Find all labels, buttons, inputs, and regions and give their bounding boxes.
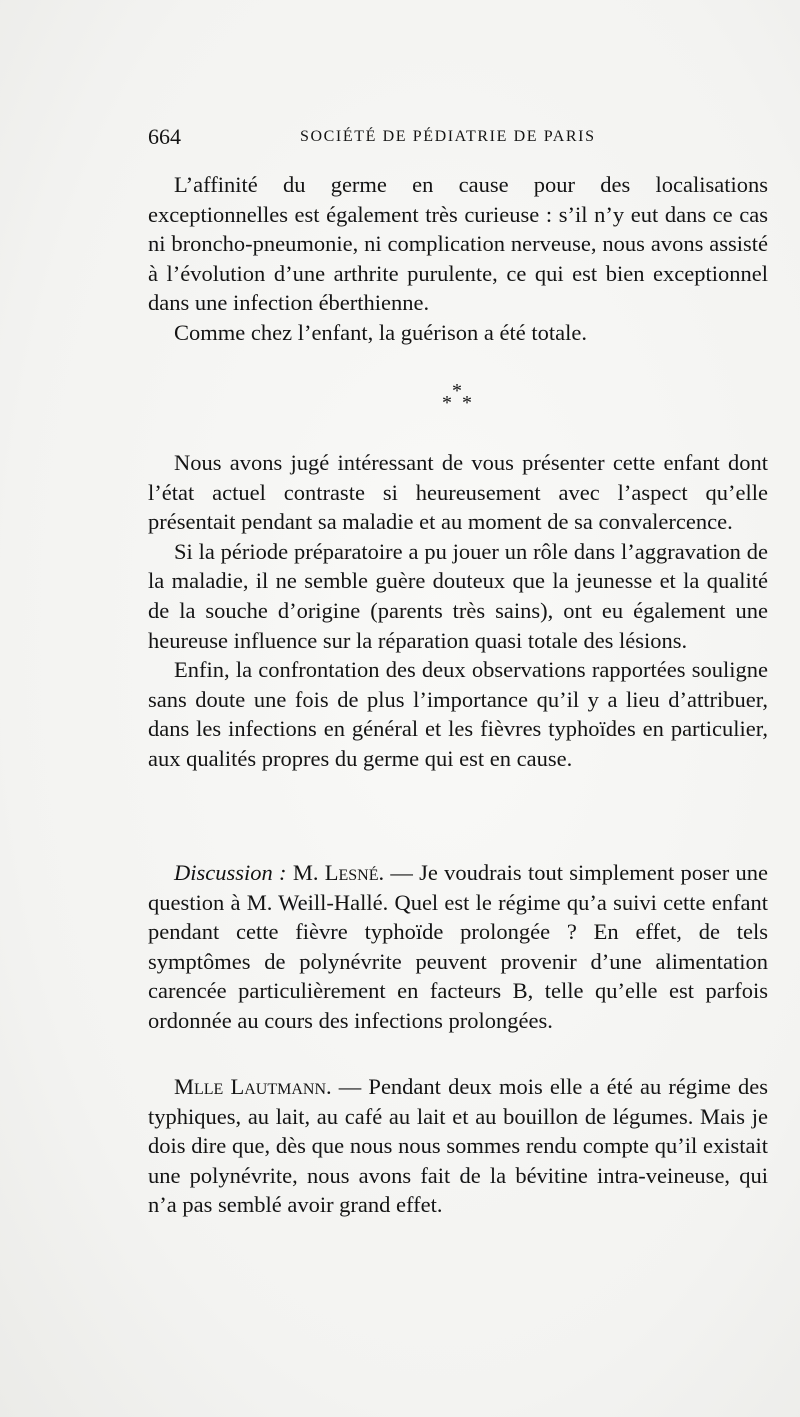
paragraph-recovery: Comme chez l’enfant, la guérison a été totale. bbox=[174, 319, 587, 345]
reply-text: — Pendant deux mois elle a été au régime des typhiques, au lait, au café au lait et au bouillon de légumes. Mais je dois dire que, dès que nous nous sommes rendu compte qu’il existait une polynévrite, nous avons fait de la bévitine intra-veineuse, qui n’a pas semblé avoir grand effet. bbox=[148, 1074, 768, 1218]
paragraph-confrontation: Enfin, la confrontation des deux observations rapportées souligne sans doute une fois de plus l’importance qu’il y a lieu d’attribuer, dans les infections en général et les fièvres typhoïdes en particulier, aux qualités propres du germe qui est en cause. bbox=[148, 657, 768, 771]
paragraph-affinity: L’affinité du germe en cause pour des localisations exceptionnelles est également très curieuse : s’il n’y eut dans ce cas ni broncho-pneumonie, ni complication nerveuse, nous avons assisté à l’évolution d’une arthrite purulente, ce qui est bien exceptionnel dans une infection éberthienne. bbox=[148, 172, 768, 316]
discussion-section bbox=[148, 858, 768, 1036]
asterism-divider bbox=[438, 380, 488, 416]
running-head: SOCIÉTÉ DE PÉDIATRIE DE PARIS bbox=[300, 128, 596, 145]
paragraph-presentation: Nous avons jugé intéressant de vous présenter cette enfant dont l’état actuel contraste si heureusement avec l’aspect qu’elle présentait pendant sa maladie et au moment de sa convalercence. bbox=[148, 450, 768, 535]
body-section-2 bbox=[148, 448, 768, 774]
reply-speaker: Mlle Lautmann. bbox=[174, 1074, 332, 1099]
reply-paragraph bbox=[148, 1072, 768, 1220]
discussion-speaker: M. Lesné. bbox=[292, 860, 385, 885]
discussion-label: Discussion : bbox=[174, 860, 287, 885]
page-number: 664 bbox=[148, 124, 181, 149]
paragraph-preparatory-period: Si la période préparatoire a pu jouer un rôle dans l’aggravation de la maladie, il ne semble guère douteux que la jeunesse et la qualité de la souche d’origine (parents très sains), ont eu également une heureuse influence sur la réparation quasi totale des lésions. bbox=[148, 538, 768, 653]
reply-section bbox=[148, 1072, 768, 1220]
discussion-paragraph bbox=[148, 858, 768, 1036]
asterism-star: * bbox=[462, 392, 472, 414]
page-header bbox=[148, 124, 768, 154]
body-section-1 bbox=[148, 170, 768, 348]
discussion-text: — Je voudrais tout simplement poser une question à M. Weill-Hallé. Quel est le régime qu’a suivi cette enfant pendant cette fièvre typhoïde prolongée ? En effet, de tels symptômes de polynévrite peuvent provenir d’une alimentation carencée particulièrement en facteurs B, telle qu’elle est parfois ordonnée au cours des infections prolongées. bbox=[148, 860, 768, 1033]
asterism-star: * bbox=[452, 380, 462, 402]
asterism-star: * bbox=[442, 392, 452, 414]
